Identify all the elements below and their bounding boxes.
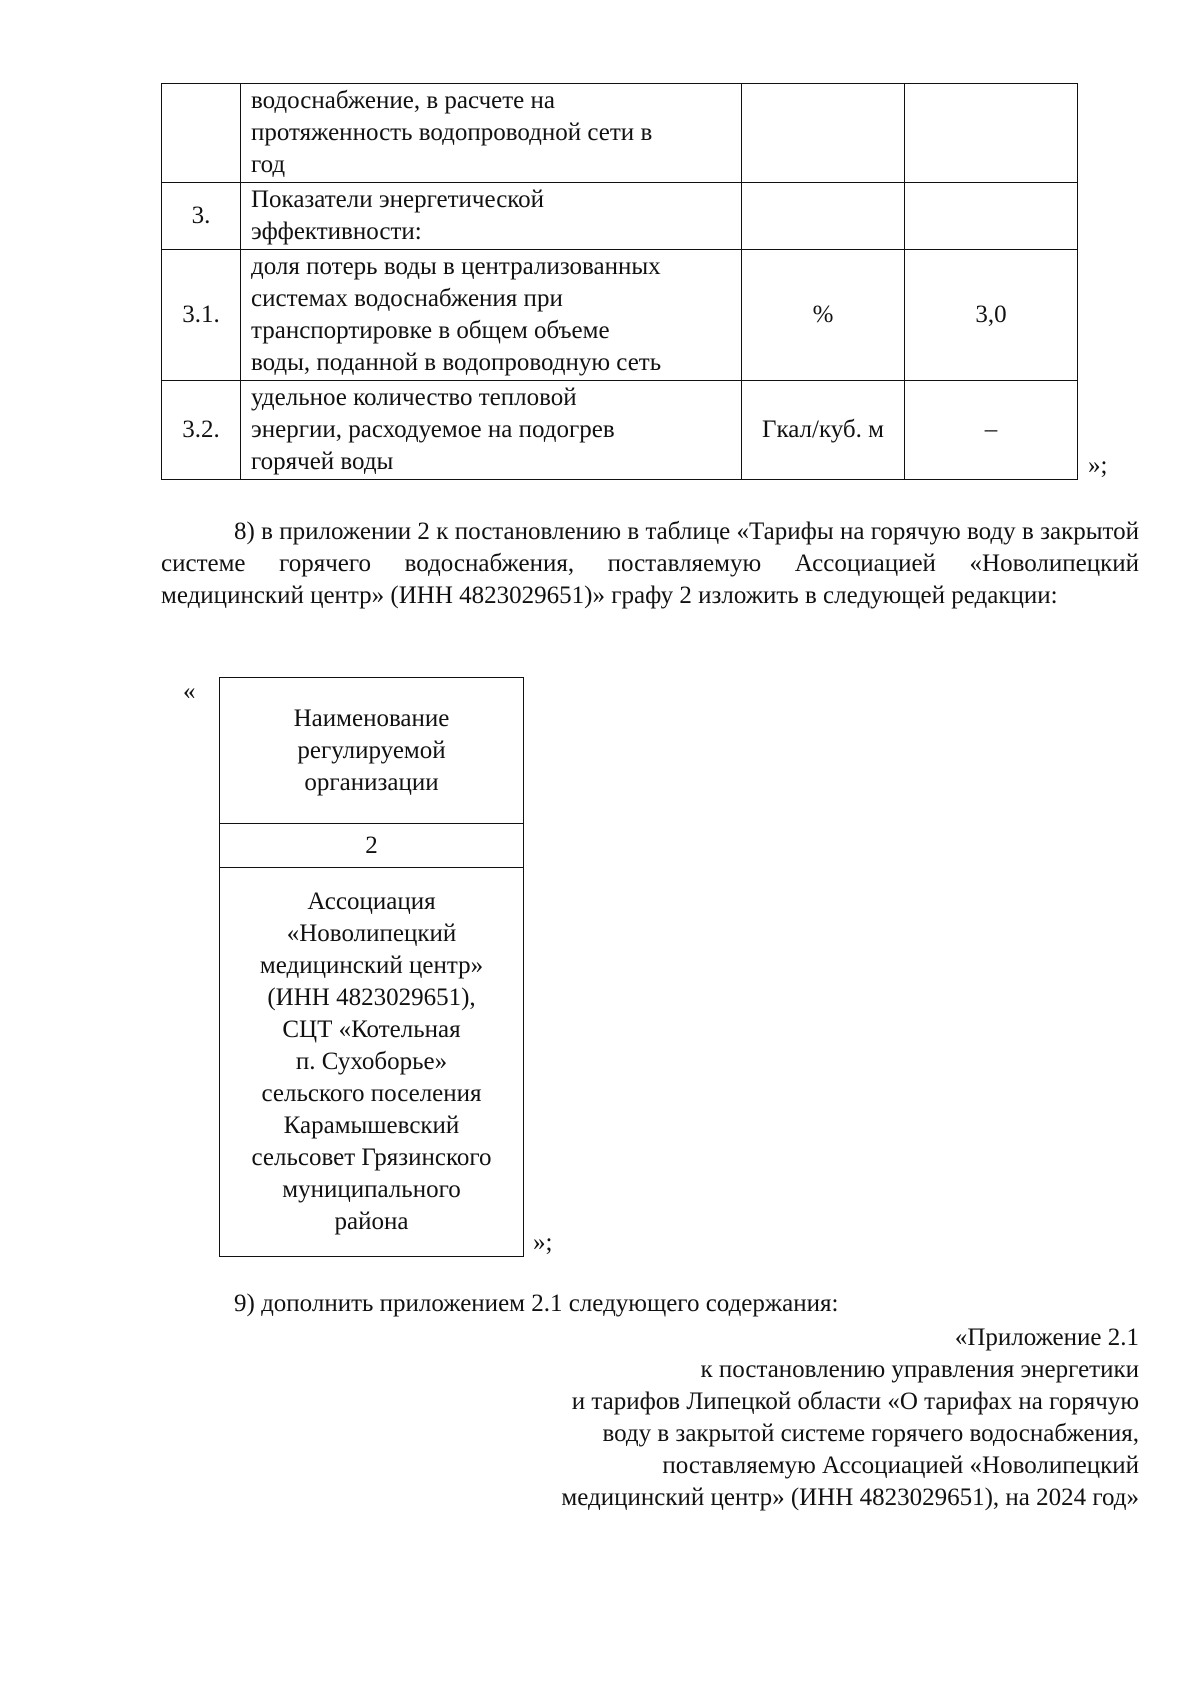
table2-closing-quote: »; xyxy=(533,1229,553,1256)
unit-cell: Гкал/куб. м xyxy=(742,381,905,480)
text-line: системах водоснабжения при xyxy=(251,285,563,312)
text-line: водоснабжение, в расчете на xyxy=(251,87,555,114)
table-row xyxy=(162,84,1078,183)
organization-name-table xyxy=(219,677,524,1257)
value-cell xyxy=(905,183,1078,250)
row-number xyxy=(162,84,241,183)
appendix-line: медицинский центр» (ИНН 4823029651), на 2024 год» xyxy=(561,1484,1139,1511)
text-line: протяженность водопроводной сети в xyxy=(251,119,653,146)
appendix-line: поставляемую Ассоциацией «Новолипецкий xyxy=(662,1452,1139,1479)
table2-opening-quote: « xyxy=(183,678,196,705)
text-line: «Новолипецкий xyxy=(286,920,457,947)
appendix-line: и тарифов Липецкой области «О тарифах на горячую xyxy=(571,1388,1139,1415)
text-line: сельского поселения xyxy=(261,1080,482,1107)
table-row xyxy=(220,824,524,868)
appendix-line: «Приложение 2.1 xyxy=(954,1324,1139,1351)
text-line: муниципального xyxy=(282,1176,461,1203)
text-line: транспортировке в общем объеме xyxy=(251,317,610,344)
appendix-line: к постановлению управления энергетики xyxy=(700,1356,1139,1383)
appendix-header xyxy=(379,1322,1139,1514)
energy-indicators-table xyxy=(161,83,1078,480)
row-number: 3. xyxy=(162,183,241,250)
text-line: удельное количество тепловой xyxy=(251,384,577,411)
indicator-name xyxy=(241,250,742,381)
table-row xyxy=(162,183,1078,250)
table-row xyxy=(162,381,1078,480)
text-line: СЦТ «Котельная xyxy=(282,1016,461,1043)
unit-cell xyxy=(742,183,905,250)
unit-cell: % xyxy=(742,250,905,381)
table-row xyxy=(220,868,524,1257)
text-line: района xyxy=(334,1208,409,1235)
indicator-name xyxy=(241,84,742,183)
column-number-cell: 2 xyxy=(220,824,524,868)
text-line: Наименование xyxy=(293,704,450,732)
text-line: п. Сухоборье» xyxy=(295,1048,448,1075)
text-line: эффективности: xyxy=(251,218,422,245)
table-row xyxy=(162,250,1078,381)
text-line: горячей воды xyxy=(251,448,394,475)
text-line: сельсовет Грязинского xyxy=(251,1144,492,1171)
text-line: воды, поданной в водопроводную сеть xyxy=(251,349,662,376)
text-line: доля потерь воды в централизованных xyxy=(251,253,661,280)
text-line: энергии, расходуемое на подогрев xyxy=(251,416,615,443)
text-line: организации xyxy=(304,768,439,796)
text-line: Ассоциация xyxy=(307,888,436,915)
indicator-name xyxy=(241,183,742,250)
text-line: медицинский центр» xyxy=(259,952,484,979)
value-cell xyxy=(905,84,1078,183)
paragraph-8: 8) в приложении 2 к постановлению в таблице «Тарифы на горячую воду в закрытой системе горячего водоснабжения, поставляемую Ассоциацией «Новолипецкий медицинский центр» (ИНН 4823029651)» графу 2 изложить в следующей редакции: xyxy=(161,518,1139,609)
appendix-line: воду в закрытой системе горячего водоснабжения, xyxy=(602,1420,1139,1447)
organization-cell xyxy=(220,868,524,1257)
text-line: Показатели энергетической xyxy=(251,186,545,213)
row-number: 3.2. xyxy=(162,381,241,480)
header-cell xyxy=(220,678,524,824)
text-line: год xyxy=(251,151,286,178)
value-cell: 3,0 xyxy=(905,250,1078,381)
unit-cell xyxy=(742,84,905,183)
text-line: (ИНН 4823029651), xyxy=(267,984,476,1011)
value-cell: – xyxy=(905,381,1078,480)
row-number: 3.1. xyxy=(162,250,241,381)
indicator-name xyxy=(241,381,742,480)
text-line: регулируемой xyxy=(297,736,446,764)
table1-closing-quote: »; xyxy=(1088,452,1108,479)
text-line: Карамышевский xyxy=(283,1112,460,1139)
table-row xyxy=(220,678,524,824)
paragraph-9: 9) дополнить приложением 2.1 следующего содержания: xyxy=(234,1290,839,1317)
